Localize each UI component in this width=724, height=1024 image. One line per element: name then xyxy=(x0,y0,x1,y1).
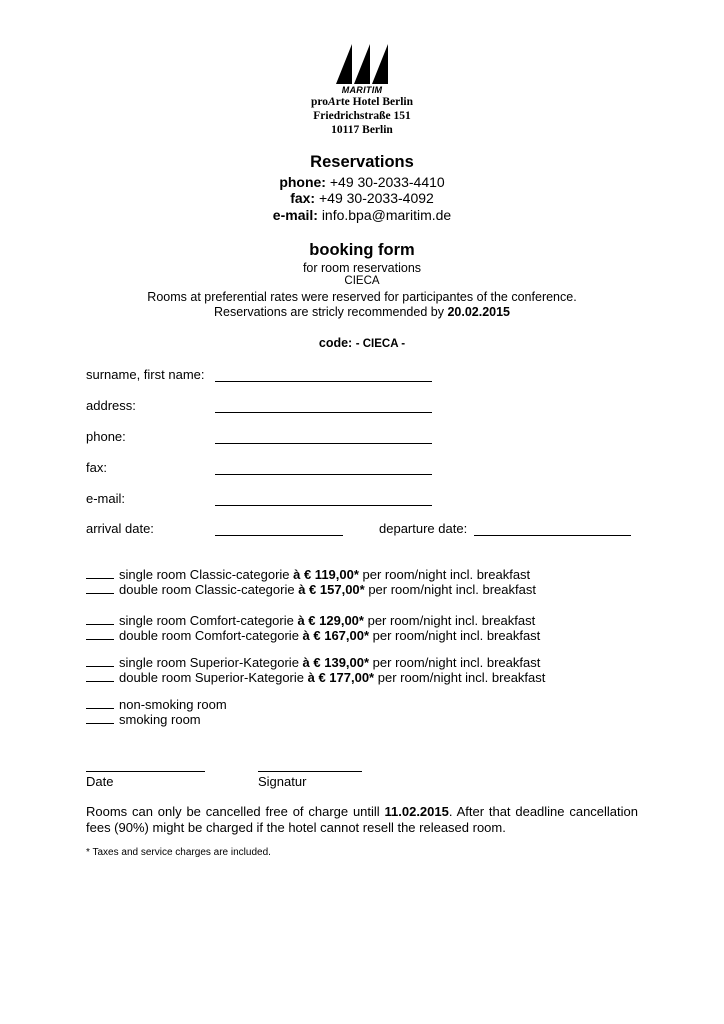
reservations-phone: phone: +49 30-2033-4410 xyxy=(279,174,445,190)
footnote: * Taxes and service charges are included. xyxy=(86,847,271,858)
booking-subtitle: for room reservations xyxy=(302,261,422,275)
departure-field[interactable] xyxy=(474,535,631,536)
reservations-fax: fax: +49 30-2033-4092 xyxy=(290,190,434,206)
phone-field[interactable] xyxy=(215,443,432,444)
maritim-logo xyxy=(334,42,390,96)
signature-label: Signatur xyxy=(258,774,307,789)
hotel-street: Friedrichstraße 151 xyxy=(313,110,411,122)
name-label: surname, first name: xyxy=(86,367,205,382)
booking-event: CIECA xyxy=(344,275,380,287)
fax-field[interactable] xyxy=(215,474,432,475)
room-quantity-field[interactable] xyxy=(86,655,114,667)
smoking-field[interactable] xyxy=(86,712,114,724)
room-option: single room Comfort-categorie à € 129,00* per room/night incl. breakfast xyxy=(86,613,535,628)
logo-wordmark: MARITIM xyxy=(341,85,383,95)
sails-logo-icon xyxy=(334,42,390,86)
email-label: e-mail: xyxy=(86,491,126,506)
room-quantity-field[interactable] xyxy=(86,567,114,579)
arrival-label: arrival date: xyxy=(86,521,154,536)
booking-code: code: - CIECA - xyxy=(318,336,406,350)
address-field[interactable] xyxy=(215,412,432,413)
fax-label: fax: xyxy=(86,460,107,475)
room-option: single room Classic-categorie à € 119,00* per room/night incl. breakfast xyxy=(86,567,530,582)
date-field[interactable] xyxy=(86,771,205,772)
hotel-city: 10117 Berlin xyxy=(331,124,393,136)
room-quantity-field[interactable] xyxy=(86,628,114,640)
room-quantity-field[interactable] xyxy=(86,582,114,594)
room-option: double room Classic-categorie à € 157,00* per room/night incl. breakfast xyxy=(86,582,536,597)
room-quantity-field[interactable] xyxy=(86,613,114,625)
booking-title: booking form xyxy=(309,241,415,259)
cancellation-policy: Rooms can only be cancelled free of charge untill 11.02.2015. After that deadline cancellation fees (90%) might be charged if the hotel cannot resell the released room. xyxy=(86,804,638,835)
hotel-name: proArte Hotel Berlin xyxy=(311,96,413,108)
room-quantity-field[interactable] xyxy=(86,670,114,682)
address-label: address: xyxy=(86,398,136,413)
reservations-email: e-mail: info.bpa@maritim.de xyxy=(272,207,452,223)
departure-label: departure date: xyxy=(379,521,468,536)
phone-label: phone: xyxy=(86,429,126,444)
room-option: double room Superior-Kategorie à € 177,00* per room/night incl. breakfast xyxy=(86,670,545,685)
booking-deadline: Reservations are stricly recommended by 20.02.2015 xyxy=(214,305,510,319)
smoking-option: smoking room xyxy=(86,712,201,727)
reservations-title: Reservations xyxy=(310,153,414,171)
room-option: double room Comfort-categorie à € 167,00* per room/night incl. breakfast xyxy=(86,628,540,643)
email-field[interactable] xyxy=(215,505,432,506)
signature-field[interactable] xyxy=(258,771,362,772)
arrival-field[interactable] xyxy=(215,535,343,536)
non-smoking-option: non-smoking room xyxy=(86,697,227,712)
booking-note: Rooms at preferential rates were reserved for participantes of the conference. xyxy=(147,290,577,304)
name-field[interactable] xyxy=(215,381,432,382)
non-smoking-field[interactable] xyxy=(86,697,114,709)
room-option: single room Superior-Kategorie à € 139,00* per room/night incl. breakfast xyxy=(86,655,540,670)
date-label: Date xyxy=(86,774,114,789)
